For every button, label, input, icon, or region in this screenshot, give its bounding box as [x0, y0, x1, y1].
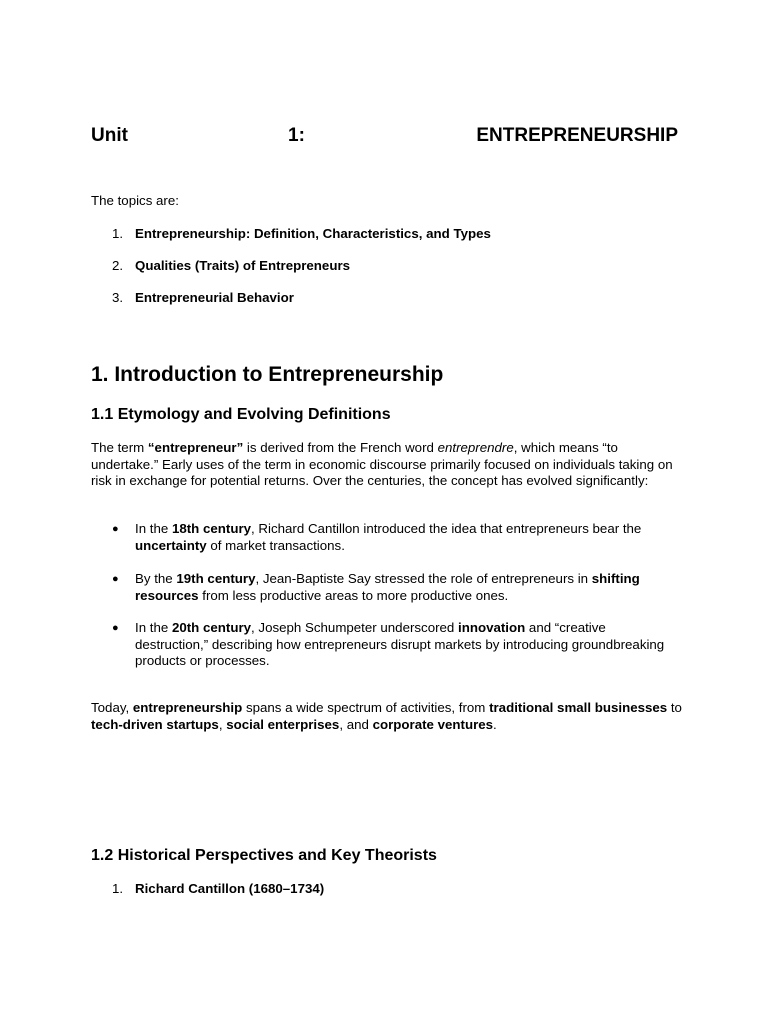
unit-title-subject: ENTREPRENEURSHIP [476, 125, 678, 146]
text-run: to [667, 700, 682, 715]
text-run: , and [339, 716, 373, 732]
text-run: , Joseph Schumpeter underscored [251, 620, 459, 635]
bullet-dot-icon: ● [112, 573, 119, 585]
text-run: spans a wide spectrum of activities, from [242, 700, 490, 715]
topic-text: Entrepreneurship: Definition, Characteristics, and Types [135, 226, 491, 241]
text-run: , [218, 716, 227, 732]
bold-term: 20th century [171, 620, 252, 635]
text-run: , Jean-Baptiste Say stressed the role of entrepreneurs in [255, 571, 592, 586]
bullet-dot-icon: ● [112, 622, 119, 634]
bold-term: social enterprises [226, 716, 340, 732]
bold-term: innovation [458, 620, 526, 635]
subsection-heading: 1.2 Historical Perspectives and Key Theorists [91, 847, 437, 864]
bold-term: corporate ventures [372, 716, 494, 732]
topic-number: 1. [112, 226, 124, 241]
bold-term: “entrepreneur” [147, 440, 244, 455]
bold-term: uncertainty [135, 537, 207, 553]
text-run: , Richard Cantillon introduced the idea that entrepreneurs bear the [251, 521, 642, 536]
unit-title-word: Unit [91, 125, 128, 146]
text-run: In the [135, 521, 172, 536]
topic-number: 3. [112, 290, 124, 305]
text-run: and “creative destruction,” describing how entrepreneurs disrupt markets by introducing groundbreaking products or processes. [135, 620, 665, 668]
text-run: Today, [91, 700, 133, 715]
etymology-paragraph [91, 440, 686, 490]
today-paragraph [91, 700, 686, 733]
unit-title-number: 1: [288, 125, 305, 146]
bold-term: entrepreneurship [132, 700, 243, 715]
bullet-text [135, 571, 680, 604]
bullet-text [135, 620, 680, 670]
text-run: By the [135, 571, 177, 586]
section-heading: 1. Introduction to Entrepreneurship [91, 363, 444, 386]
topic-text: Entrepreneurial Behavior [135, 290, 294, 305]
bold-term: 18th century [171, 521, 252, 536]
bullet-text [135, 521, 680, 554]
bold-term: 19th century [176, 571, 256, 586]
text-run: , which means “to undertake.” Early uses of the term in economic discourse primarily focused on individuals taking on risk in exchange for potential returns. Over the centuries, the concept has evolved significantly: [91, 440, 673, 488]
topic-number: 2. [112, 258, 124, 273]
bullet-dot-icon: ● [112, 523, 119, 535]
topics-intro: The topics are: [91, 193, 179, 208]
text-run: . [493, 716, 497, 732]
subsection-heading: 1.1 Etymology and Evolving Definitions [91, 406, 391, 423]
text-run: In the [135, 620, 172, 635]
text-run: The term [91, 440, 148, 455]
topic-text: Qualities (Traits) of Entrepreneurs [135, 258, 351, 273]
text-run: of market transactions. [206, 537, 345, 553]
bold-term: traditional small businesses [489, 700, 668, 715]
text-run: is derived from the French word [243, 440, 438, 455]
bold-term: tech-driven startups [91, 716, 219, 732]
text-run: from less productive areas to more productive ones. [198, 587, 509, 603]
bold-term: shifting resources [135, 571, 640, 603]
theorist-name: Richard Cantillon (1680–1734) [135, 881, 325, 896]
theorist-number: 1. [112, 881, 124, 896]
italic-term: entreprendre [437, 440, 514, 455]
